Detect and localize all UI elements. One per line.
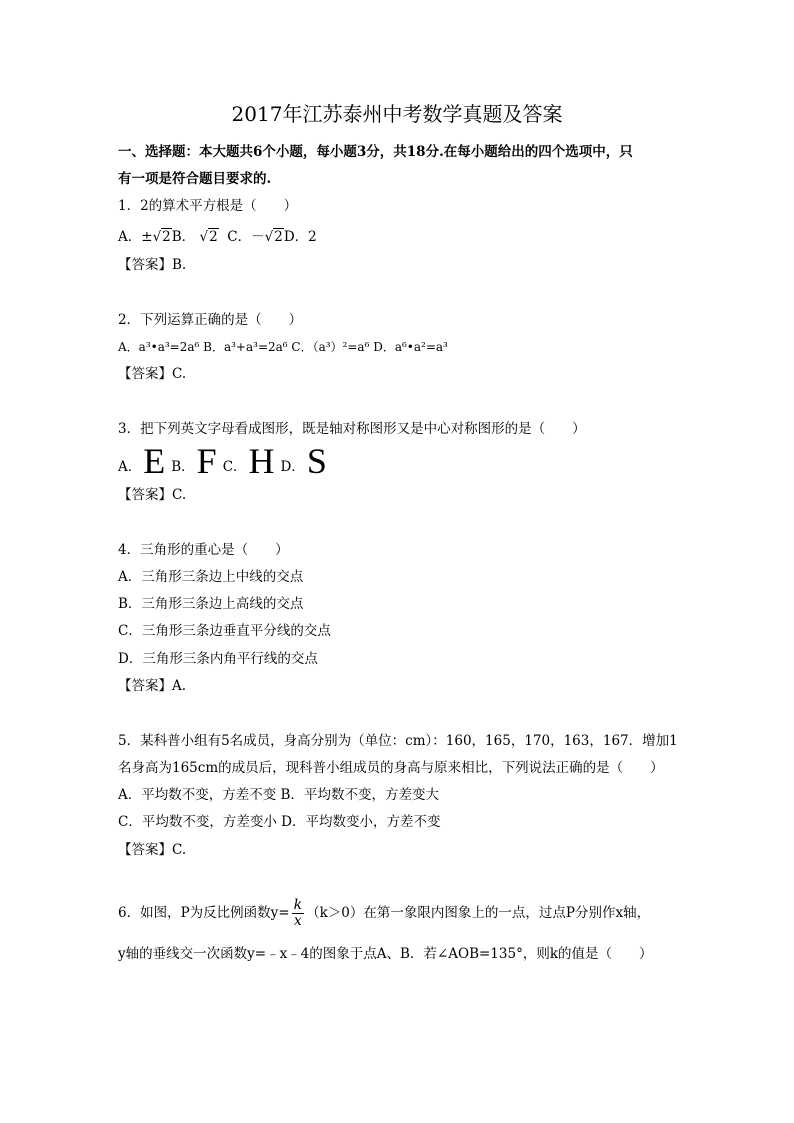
sqrt-symbol-icon: √ (152, 229, 162, 245)
q1-option-b-label: B． (171, 229, 196, 245)
q1-answer: 【答案】B. (118, 257, 187, 273)
q2-stem: 2．下列运算正确的是（ ） (118, 312, 303, 328)
q6-fraction-denominator: x (293, 913, 302, 929)
q3-letter-f: F (196, 441, 217, 481)
q4-option-a: A．三角形三条边上中线的交点 (118, 569, 304, 585)
q1-option-a-label: A．± (118, 229, 153, 245)
q5-line2: 名身高为165cm的成员后，现科普小组成员的身高与原来相比，下列说法正确的是（ ） (118, 760, 664, 776)
q3-letter-h: H (248, 441, 275, 481)
q2-options: A．a³•a³=2a⁶ B．a³+a³=2a⁶ C．（a³）²=a⁶ D．a⁶•a²=a³ (118, 340, 448, 354)
q3-letter-s: S (306, 441, 327, 481)
q5-line1: 5．某科普小组有5名成员，身高分别为（单位：cm）：160，165，170，163，167．增加1 (118, 733, 678, 749)
q4-option-c: C．三角形三条边垂直平分线的交点 (118, 623, 331, 639)
q3-label-b: B． (171, 459, 195, 475)
q3-label-c: C． (222, 459, 247, 475)
q4-option-b: B．三角形三条边上高线的交点 (118, 596, 304, 612)
q3-options (118, 443, 333, 485)
q3-label-a: A． (118, 459, 142, 475)
sqrt-symbol-icon: √ (264, 229, 274, 245)
q1-radicand-c: 2 (274, 229, 283, 245)
q5-line4: C．平均数不变，方差变小 D．平均数变小，方差不变 (118, 814, 441, 830)
q6-prefix: 6．如图，P为反比例函数y= (118, 905, 290, 921)
section-heading-line2: 有一项是符合题目要求的. (118, 171, 272, 187)
q3-letter-e: E (143, 441, 166, 481)
q6-line2: y轴的垂线交一次函数y=﹣x﹣4的图象于点A、B．若∠AOB=135°，则k的值是（ ） (118, 946, 653, 962)
q3-stem: 3．把下列英文字母看成图形，既是轴对称图形又是中心对称图形的是（ ） (118, 421, 586, 437)
q3-label-d: D． (280, 459, 305, 475)
section-heading-line1: 一、选择题：本大题共6个小题，每小题3分，共18分.在每小题给出的四个选项中，只 (118, 144, 633, 160)
q4-stem: 4．三角形的重心是（ ） (118, 542, 289, 558)
sqrt-symbol-icon: √ (199, 229, 209, 245)
q4-option-d: D．三角形三条内角平行线的交点 (118, 651, 318, 667)
q5-line3: A．平均数不变，方差不变 B．平均数不变，方差变大 (118, 787, 439, 803)
q2-answer: 【答案】C. (118, 366, 187, 382)
q6-line1 (118, 898, 650, 929)
q5-answer: 【答案】C. (118, 842, 187, 858)
q6-fraction (292, 898, 304, 929)
q1-radicand-a: 2 (162, 229, 171, 245)
page-title: 2017年江苏泰州中考数学真题及答案 (231, 102, 563, 126)
q1-stem: 1．2的算术平方根是（ ） (118, 198, 298, 214)
q6-suffix: （k＞0）在第一象限内图象上的一点，过点P分别作x轴， (306, 905, 651, 921)
q1-options (118, 228, 317, 246)
q1-option-c-label: C．－ (227, 229, 265, 245)
q1-radicand-b: 2 (209, 229, 218, 245)
q6-fraction-numerator: k (293, 897, 303, 913)
q4-answer: 【答案】A. (118, 678, 187, 694)
q3-answer: 【答案】C. (118, 487, 187, 503)
q1-option-d-label: D．2 (283, 229, 317, 245)
